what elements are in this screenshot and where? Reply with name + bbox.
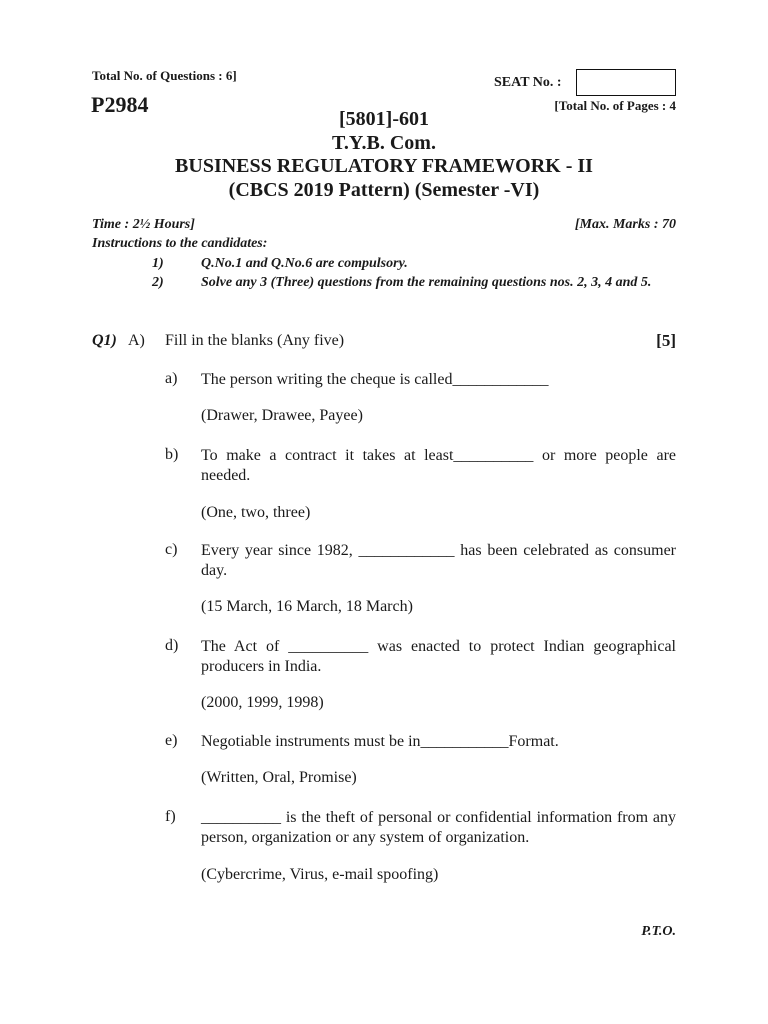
total-pages: [Total No. of Pages : 4 <box>554 98 676 113</box>
question-label: Q1) <box>92 332 117 349</box>
instruction-text: Solve any 3 (Three) questions from the remaining questions nos. 2, 3, 4 and 5. <box>201 275 652 290</box>
item-letter: d) <box>165 637 179 654</box>
question-text: Fill in the blanks (Any five) <box>165 332 345 349</box>
question-marks: [5] <box>656 331 676 350</box>
course-title: T.Y.B. Com. <box>332 132 436 154</box>
total-questions: Total No. of Questions : 6] <box>92 68 237 83</box>
seat-no-label: SEAT No. : <box>494 75 562 90</box>
instructions-heading: Instructions to the candidates: <box>92 236 268 251</box>
item-text: Negotiable instruments must be in___________Format. <box>201 733 559 750</box>
max-marks: [Max. Marks : 70 <box>574 217 676 232</box>
item-text: The person writing the cheque is called____________ <box>201 371 549 388</box>
seat-no-box <box>576 69 676 96</box>
instruction-text: Q.No.1 and Q.No.6 are compulsory. <box>201 256 408 271</box>
item-options: (15 March, 16 March, 18 March) <box>201 598 413 615</box>
pattern-title: (CBCS 2019 Pattern) (Semester -VI) <box>228 179 540 201</box>
item-letter: e) <box>165 732 178 749</box>
item-letter: c) <box>165 541 178 558</box>
instruction-number: 2) <box>152 275 164 290</box>
item-text: __________ is the theft of personal or confidential information from any person, organization or any system of organization. <box>201 809 676 846</box>
page-turn-note: P.T.O. <box>641 924 676 939</box>
item-options: (Cybercrime, Virus, e-mail spoofing) <box>201 866 439 883</box>
item-text: Every year since 1982, ____________ has been celebrated as consumer day. <box>201 542 676 579</box>
exam-code: [5801]-601 <box>339 108 429 130</box>
item-text: To make a contract it takes at least__________ or more people are needed. <box>201 447 676 484</box>
item-options: (One, two, three) <box>201 504 311 521</box>
question-part: A) <box>128 332 145 349</box>
time-allowed: Time : 2½ Hours] <box>92 217 195 232</box>
item-options: (2000, 1999, 1998) <box>201 694 324 711</box>
instruction-number: 1) <box>152 256 164 271</box>
subject-title: BUSINESS REGULATORY FRAMEWORK - II <box>175 155 593 177</box>
item-options: (Written, Oral, Promise) <box>201 769 357 786</box>
item-options: (Drawer, Drawee, Payee) <box>201 407 363 424</box>
paper-code: P2984 <box>91 92 149 117</box>
item-letter: b) <box>165 446 179 463</box>
item-text: The Act of __________ was enacted to protect Indian geographical producers in India. <box>201 638 676 675</box>
item-letter: f) <box>165 808 176 825</box>
item-letter: a) <box>165 370 178 387</box>
